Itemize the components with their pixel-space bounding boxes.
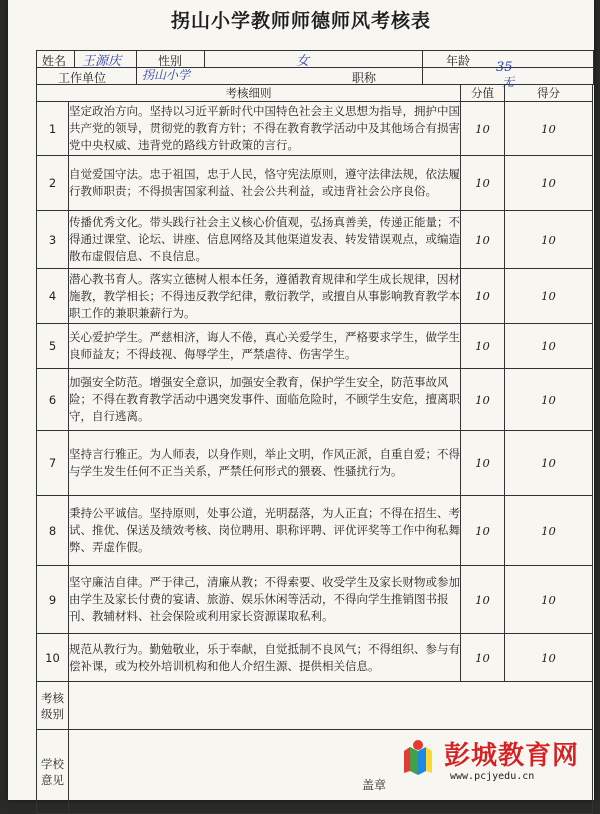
criteria-header-row [37, 85, 593, 102]
site-logo-icon [398, 737, 438, 777]
table-row [37, 566, 593, 634]
watermark [398, 735, 588, 793]
item-text: 加强安全防范。增强安全意识，加强安全教育，保护学生安全，防范事故风险；不得在教育教学活动中遇突发事件、面临危险时，不顾学生安危，擅离职守，自行逃离。 [69, 369, 461, 431]
table-row [37, 324, 593, 369]
item-text: 坚定政治方向。坚持以习近平新时代中国特色社会主义思想为指导，拥护中国共产党的领导，贯彻党的教育方针；不得在教育教学活动中及其他场合有损害党中央权威、违背党的路线方针政策的言行。 [69, 102, 461, 156]
table-row [37, 211, 593, 269]
item-text: 坚持言行雅正。为人师表，以身作则，举止文明，作风正派，自重自爱；不得与学生发生任何不正当关系，严禁任何形式的猥亵、性骚扰行为。 [69, 431, 461, 496]
item-text: 规范从教行为。勤勉敬业，乐于奉献，自觉抵制不良风气；不得组织、参与有偿补课，或为校外培训机构和他人介绍生源、提供相关信息。 [69, 634, 461, 682]
watermark-url: www.pcjyedu.cn [450, 771, 535, 782]
item-score: 10 [505, 431, 593, 496]
item-number: 2 [37, 156, 69, 211]
seal-label: 盖章 [362, 778, 387, 792]
evaluation-form-sheet [8, 0, 594, 800]
item-score: 10 [505, 211, 593, 269]
item-points: 10 [461, 634, 505, 682]
name-value: 王源庆 [82, 54, 122, 69]
table-row [37, 156, 593, 211]
item-points: 10 [461, 156, 505, 211]
grade-row [37, 682, 593, 730]
name-label: 姓名 [42, 54, 67, 68]
item-points: 10 [461, 496, 505, 566]
item-number: 10 [37, 634, 69, 682]
item-text: 秉持公平诚信。坚持原则，处事公道，光明磊落，为人正直；不得在招生、考试、推优、保送及绩效考核、岗位聘用、职称评聘、评优评奖等工作中徇私舞弊、弄虚作假。 [69, 496, 461, 566]
position-label: 职称 [352, 71, 377, 85]
item-points: 10 [461, 369, 505, 431]
header-vline [136, 67, 137, 84]
gender-label: 性别 [158, 54, 183, 68]
criteria-table [36, 84, 593, 814]
grade-label: 考核级别 [37, 682, 69, 730]
item-number: 5 [37, 324, 69, 369]
header-vline [422, 50, 423, 84]
item-text: 自觉爱国守法。忠于祖国，忠于人民，恪守宪法原则，遵守法律法规，依法履行教师职责；不得损害国家利益、社会公共利益，或违背社会公序良俗。 [69, 156, 461, 211]
form-title: 拐山小学教师师德师风考核表 [170, 10, 431, 32]
item-number: 7 [37, 431, 69, 496]
item-points: 10 [461, 566, 505, 634]
item-text: 关心爱护学生。严慈相济，诲人不倦，真心关爱学生，严格要求学生，做学生良师益友；不得歧视、侮辱学生，严禁虐待、伤害学生。 [69, 324, 461, 369]
item-text: 坚守廉洁自律。严于律己，清廉从教；不得索要、收受学生及家长财物或参加由学生及家长付费的宴请、旅游、娱乐休闲等活动，不得向学生推销图书报刊、教辅材料、社会保险或利用家长资源谋取私利。 [69, 566, 461, 634]
item-score: 10 [505, 634, 593, 682]
score-header: 得分 [505, 85, 593, 102]
table-row [37, 634, 593, 682]
item-number: 4 [37, 269, 69, 324]
item-score: 10 [505, 102, 593, 156]
points-header: 分值 [461, 85, 505, 102]
gender-value: 女 [296, 54, 310, 69]
header-vline [74, 50, 75, 67]
table-row [37, 102, 593, 156]
table-row [37, 496, 593, 566]
item-score: 10 [505, 496, 593, 566]
opinion-label: 学校意见 [37, 730, 69, 814]
criteria-header: 考核细则 [37, 85, 461, 102]
age-label: 年龄 [446, 54, 471, 68]
item-number: 6 [37, 369, 69, 431]
workplace-label: 工作单位 [58, 71, 107, 85]
item-text: 传播优秀文化。带头践行社会主义核心价值观，弘扬真善美，传递正能量；不得通过课堂、论坛、讲座、信息网络及其他渠道发表、转发错误观点，或编造散布虚假信息、不良信息。 [69, 211, 461, 269]
item-number: 9 [37, 566, 69, 634]
item-points: 10 [461, 269, 505, 324]
item-score: 10 [505, 156, 593, 211]
grade-field[interactable] [69, 682, 593, 730]
table-row [37, 269, 593, 324]
item-points: 10 [461, 211, 505, 269]
item-score: 10 [505, 269, 593, 324]
item-points: 10 [461, 324, 505, 369]
position-value: 无 [502, 75, 515, 89]
item-number: 8 [37, 496, 69, 566]
item-score: 10 [505, 324, 593, 369]
table-row [37, 431, 593, 496]
item-text: 潜心教书育人。落实立德树人根本任务，遵循教育规律和学生成长规律，因材施教，教学相长；不得违反教学纪律，敷衍教学，或擅自从事影响教育教学本职工作的兼职兼薪行为。 [69, 269, 461, 324]
header-vline [136, 50, 137, 67]
item-points: 10 [461, 102, 505, 156]
header-vline [204, 50, 205, 67]
workplace-value: 拐山小学 [142, 68, 191, 82]
age-value: 35 [496, 60, 513, 75]
item-score: 10 [505, 369, 593, 431]
item-points: 10 [461, 431, 505, 496]
item-number: 3 [37, 211, 69, 269]
item-number: 1 [37, 102, 69, 156]
item-score: 10 [505, 566, 593, 634]
watermark-site-name: 彭城教育网 [444, 741, 580, 771]
table-row [37, 369, 593, 431]
